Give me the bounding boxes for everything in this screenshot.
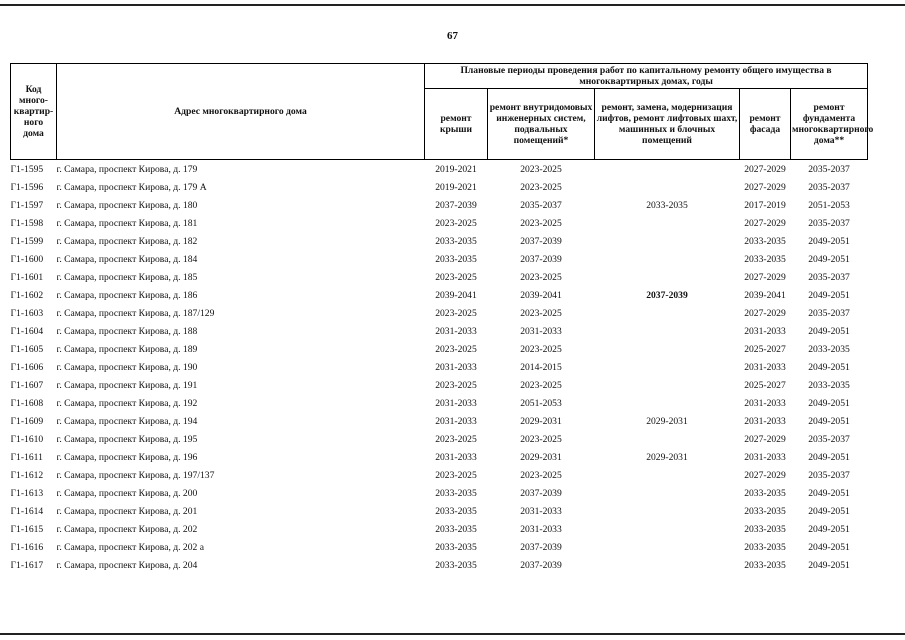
facade-period-cell: 2031-2033 (744, 325, 786, 337)
foundation-period-cell: 2035-2037 (808, 217, 850, 229)
engineering-period-cell: 2031-2033 (520, 523, 562, 535)
code-cell: Г1-1613 (10, 487, 44, 499)
roof-period-cell: 2023-2025 (435, 217, 477, 229)
table-row (11, 322, 868, 340)
roof-period-cell: 2033-2035 (435, 235, 477, 247)
top-rule (0, 4, 905, 6)
facade-period-cell: 2025-2027 (744, 343, 786, 355)
elevator-period-cell (595, 268, 740, 286)
engineering-period-cell: 2051-2053 (520, 397, 562, 409)
address-cell: г. Самара, проспект Кирова, д. 195 (56, 433, 198, 445)
roof-period-cell: 2023-2025 (435, 379, 477, 391)
facade-period-cell: 2027-2029 (744, 163, 786, 175)
facade-period-cell: 2031-2033 (744, 415, 786, 427)
table-row (11, 502, 868, 520)
foundation-period-cell: 2051-2053 (808, 199, 850, 211)
elevator-period-cell (595, 304, 740, 322)
engineering-period-cell: 2031-2033 (520, 505, 562, 517)
engineering-period-cell: 2023-2025 (520, 433, 562, 445)
table-row (11, 250, 868, 268)
roof-period-cell: 2039-2041 (435, 289, 477, 301)
facade-period-cell: 2033-2035 (744, 559, 786, 571)
foundation-period-cell: 2033-2035 (808, 343, 850, 355)
roof-header: ремонт крыши (425, 89, 488, 160)
roof-period-cell: 2023-2025 (435, 469, 477, 481)
address-cell: г. Самара, проспект Кирова, д. 197/137 (56, 469, 215, 481)
engineering-period-cell: 2023-2025 (520, 181, 562, 193)
engineering-period-cell: 2023-2025 (520, 379, 562, 391)
roof-period-cell: 2033-2035 (435, 505, 477, 517)
address-cell: г. Самара, проспект Кирова, д. 200 (56, 487, 198, 499)
foundation-period-cell: 2049-2051 (808, 361, 850, 373)
elevator-period-cell (595, 430, 740, 448)
engineering-header: ремонт внутридомовых инженерных систем, подвальных помещений* (488, 89, 595, 160)
roof-period-cell: 2031-2033 (435, 415, 477, 427)
facade-period-cell: 2031-2033 (744, 451, 786, 463)
roof-period-cell: 2019-2021 (435, 181, 477, 193)
facade-period-cell: 2033-2035 (744, 523, 786, 535)
elevator-period-cell: 2029-2031 (646, 415, 688, 427)
elevator-period-cell (595, 160, 740, 179)
engineering-period-cell: 2037-2039 (520, 235, 562, 247)
engineering-period-cell: 2037-2039 (520, 487, 562, 499)
address-cell: г. Самара, проспект Кирова, д. 202 (56, 523, 198, 535)
engineering-period-cell: 2014-2015 (520, 361, 562, 373)
elevator-period-cell: 2033-2035 (646, 199, 688, 211)
foundation-period-cell: 2035-2037 (808, 307, 850, 319)
table-row (11, 538, 868, 556)
elevator-period-cell (595, 394, 740, 412)
address-cell: г. Самара, проспект Кирова, д. 184 (56, 253, 198, 265)
table-row (11, 178, 868, 196)
code-header-line: дома (23, 128, 44, 139)
code-cell: Г1-1604 (10, 325, 44, 337)
roof-period-cell: 2031-2033 (435, 397, 477, 409)
elevator-period-cell (595, 322, 740, 340)
table-row (11, 430, 868, 448)
engineering-period-cell: 2039-2041 (520, 289, 562, 301)
roof-period-cell: 2033-2035 (435, 487, 477, 499)
code-cell: Г1-1595 (10, 163, 44, 175)
roof-period-cell: 2033-2035 (435, 253, 477, 265)
code-header-line: много- (19, 95, 48, 106)
code-cell: Г1-1605 (10, 343, 44, 355)
roof-period-cell: 2031-2033 (435, 451, 477, 463)
foundation-period-cell: 2033-2035 (808, 379, 850, 391)
address-cell: г. Самара, проспект Кирова, д. 181 (56, 217, 198, 229)
code-cell: Г1-1611 (10, 451, 43, 463)
engineering-period-cell: 2037-2039 (520, 541, 562, 553)
roof-period-cell: 2019-2021 (435, 163, 477, 175)
table-row (11, 394, 868, 412)
code-cell: Г1-1600 (10, 253, 44, 265)
facade-period-cell: 2027-2029 (744, 307, 786, 319)
foundation-period-cell: 2035-2037 (808, 163, 850, 175)
code-cell: Г1-1610 (10, 433, 44, 445)
engineering-period-cell: 2031-2033 (520, 325, 562, 337)
table-row (11, 304, 868, 322)
code-header-line: квартир- (13, 106, 54, 117)
elevator-period-cell (595, 340, 740, 358)
address-cell: г. Самара, проспект Кирова, д. 179 (56, 163, 198, 175)
foundation-header: ремонт фундамента многоквартирного дома** (791, 89, 868, 160)
address-cell: г. Самара, проспект Кирова, д. 190 (56, 361, 198, 373)
address-cell: г. Самара, проспект Кирова, д. 201 (56, 505, 198, 517)
table-row (11, 196, 868, 214)
code-cell: Г1-1614 (10, 505, 44, 517)
address-cell: г. Самара, проспект Кирова, д. 196 (56, 451, 198, 463)
elevator-period-cell (595, 250, 740, 268)
facade-period-cell: 2033-2035 (744, 487, 786, 499)
code-cell: Г1-1612 (10, 469, 44, 481)
address-header: Адрес многоквартирного дома (57, 64, 425, 160)
code-cell: Г1-1598 (10, 217, 44, 229)
elevator-period-cell (595, 214, 740, 232)
roof-period-cell: 2023-2025 (435, 271, 477, 283)
foundation-period-cell: 2035-2037 (808, 433, 850, 445)
foundation-period-cell: 2049-2051 (808, 487, 850, 499)
facade-period-cell: 2027-2029 (744, 433, 786, 445)
facade-period-cell: 2033-2035 (744, 235, 786, 247)
elevator-period-cell (595, 178, 740, 196)
code-cell: Г1-1609 (10, 415, 44, 427)
facade-period-cell: 2033-2035 (744, 505, 786, 517)
address-cell: г. Самара, проспект Кирова, д. 182 (56, 235, 198, 247)
roof-period-cell: 2033-2035 (435, 559, 477, 571)
engineering-period-cell: 2029-2031 (520, 451, 562, 463)
foundation-period-cell: 2035-2037 (808, 469, 850, 481)
table-row (11, 232, 868, 250)
facade-period-cell: 2027-2029 (744, 181, 786, 193)
code-cell: Г1-1602 (10, 289, 44, 301)
elevator-period-cell (595, 358, 740, 376)
roof-period-cell: 2023-2025 (435, 433, 477, 445)
elevator-period-cell: 2029-2031 (646, 451, 688, 463)
address-cell: г. Самара, проспект Кирова, д. 204 (56, 559, 198, 571)
page-number: 67 (447, 30, 458, 42)
foundation-period-cell: 2049-2051 (808, 325, 850, 337)
engineering-period-cell: 2029-2031 (520, 415, 562, 427)
table-row (11, 358, 868, 376)
foundation-period-cell: 2049-2051 (808, 505, 850, 517)
code-cell: Г1-1599 (10, 235, 44, 247)
table-row (11, 160, 868, 179)
foundation-period-cell: 2049-2051 (808, 559, 850, 571)
table-row (11, 556, 868, 574)
table-row (11, 340, 868, 358)
code-header (11, 64, 57, 160)
code-cell: Г1-1596 (10, 181, 44, 193)
engineering-period-cell: 2037-2039 (520, 253, 562, 265)
code-cell: Г1-1616 (10, 541, 44, 553)
elevator-period-cell (595, 232, 740, 250)
address-cell: г. Самара, проспект Кирова, д. 185 (56, 271, 198, 283)
code-cell: Г1-1597 (10, 199, 44, 211)
code-cell: Г1-1608 (10, 397, 44, 409)
facade-period-cell: 2017-2019 (744, 199, 786, 211)
foundation-period-cell: 2049-2051 (808, 541, 850, 553)
facade-period-cell: 2025-2027 (744, 379, 786, 391)
foundation-period-cell: 2049-2051 (808, 253, 850, 265)
roof-period-cell: 2033-2035 (435, 541, 477, 553)
elevator-period-cell (595, 466, 740, 484)
foundation-period-cell: 2049-2051 (808, 289, 850, 301)
bottom-rule (0, 633, 905, 635)
table-row (11, 520, 868, 538)
capital-repair-table (10, 63, 874, 574)
code-cell: Г1-1617 (10, 559, 44, 571)
facade-period-cell: 2033-2035 (744, 541, 786, 553)
facade-period-cell: 2031-2033 (744, 361, 786, 373)
roof-period-cell: 2037-2039 (435, 199, 477, 211)
engineering-period-cell: 2037-2039 (520, 559, 562, 571)
facade-period-cell: 2039-2041 (744, 289, 786, 301)
elevator-period-cell (595, 376, 740, 394)
engineering-period-cell: 2023-2025 (520, 469, 562, 481)
facade-header: ремонт фасада (740, 89, 791, 160)
table-row (11, 214, 868, 232)
code-cell: Г1-1607 (10, 379, 44, 391)
foundation-period-cell: 2035-2037 (808, 271, 850, 283)
code-cell: Г1-1615 (10, 523, 44, 535)
address-cell: г. Самара, проспект Кирова, д. 192 (56, 397, 198, 409)
elevator-period-cell (595, 538, 740, 556)
facade-period-cell: 2033-2035 (744, 253, 786, 265)
foundation-period-cell: 2049-2051 (808, 397, 850, 409)
address-cell: г. Самара, проспект Кирова, д. 202 а (56, 541, 204, 553)
table-row (11, 286, 868, 304)
code-cell: Г1-1603 (10, 307, 44, 319)
address-cell: г. Самара, проспект Кирова, д. 194 (56, 415, 198, 427)
roof-period-cell: 2031-2033 (435, 325, 477, 337)
foundation-period-cell: 2035-2037 (808, 181, 850, 193)
table-row (11, 484, 868, 502)
engineering-period-cell: 2023-2025 (520, 163, 562, 175)
facade-period-cell: 2027-2029 (744, 469, 786, 481)
table-row (11, 268, 868, 286)
table-row (11, 376, 868, 394)
code-cell: Г1-1606 (10, 361, 44, 373)
roof-period-cell: 2023-2025 (435, 307, 477, 319)
elevator-period-cell (595, 484, 740, 502)
address-cell: г. Самара, проспект Кирова, д. 188 (56, 325, 198, 337)
elevator-period-cell (595, 502, 740, 520)
periods-group-header: Плановые периоды проведения работ по капитальному ремонту общего имущества в многоквартирных домах, годы (425, 64, 868, 89)
address-cell: г. Самара, проспект Кирова, д. 187/129 (56, 307, 215, 319)
engineering-period-cell: 2023-2025 (520, 307, 562, 319)
elevator-period-cell: 2037-2039 (646, 289, 688, 301)
table-row (11, 466, 868, 484)
roof-period-cell: 2031-2033 (435, 361, 477, 373)
foundation-period-cell: 2049-2051 (808, 415, 850, 427)
facade-period-cell: 2027-2029 (744, 217, 786, 229)
engineering-period-cell: 2035-2037 (520, 199, 562, 211)
address-cell: г. Самара, проспект Кирова, д. 180 (56, 199, 198, 211)
elevator-header: ремонт, замена, модернизация лифтов, ремонт лифтовых шахт, машинных и блочных помещений (595, 89, 740, 160)
roof-period-cell: 2023-2025 (435, 343, 477, 355)
code-header-line: ного (23, 117, 44, 128)
foundation-period-cell: 2049-2051 (808, 523, 850, 535)
elevator-period-cell (595, 556, 740, 574)
address-cell: г. Самара, проспект Кирова, д. 179 А (56, 181, 207, 193)
engineering-period-cell: 2023-2025 (520, 217, 562, 229)
engineering-period-cell: 2023-2025 (520, 271, 562, 283)
facade-period-cell: 2031-2033 (744, 397, 786, 409)
table-row (11, 448, 868, 466)
code-header-line: Код (25, 84, 42, 95)
foundation-period-cell: 2049-2051 (808, 235, 850, 247)
facade-period-cell: 2027-2029 (744, 271, 786, 283)
address-cell: г. Самара, проспект Кирова, д. 186 (56, 289, 198, 301)
roof-period-cell: 2033-2035 (435, 523, 477, 535)
code-cell: Г1-1601 (10, 271, 44, 283)
table-row (11, 412, 868, 430)
address-cell: г. Самара, проспект Кирова, д. 191 (56, 379, 198, 391)
elevator-period-cell (595, 520, 740, 538)
foundation-period-cell: 2049-2051 (808, 451, 850, 463)
address-cell: г. Самара, проспект Кирова, д. 189 (56, 343, 198, 355)
engineering-period-cell: 2023-2025 (520, 343, 562, 355)
